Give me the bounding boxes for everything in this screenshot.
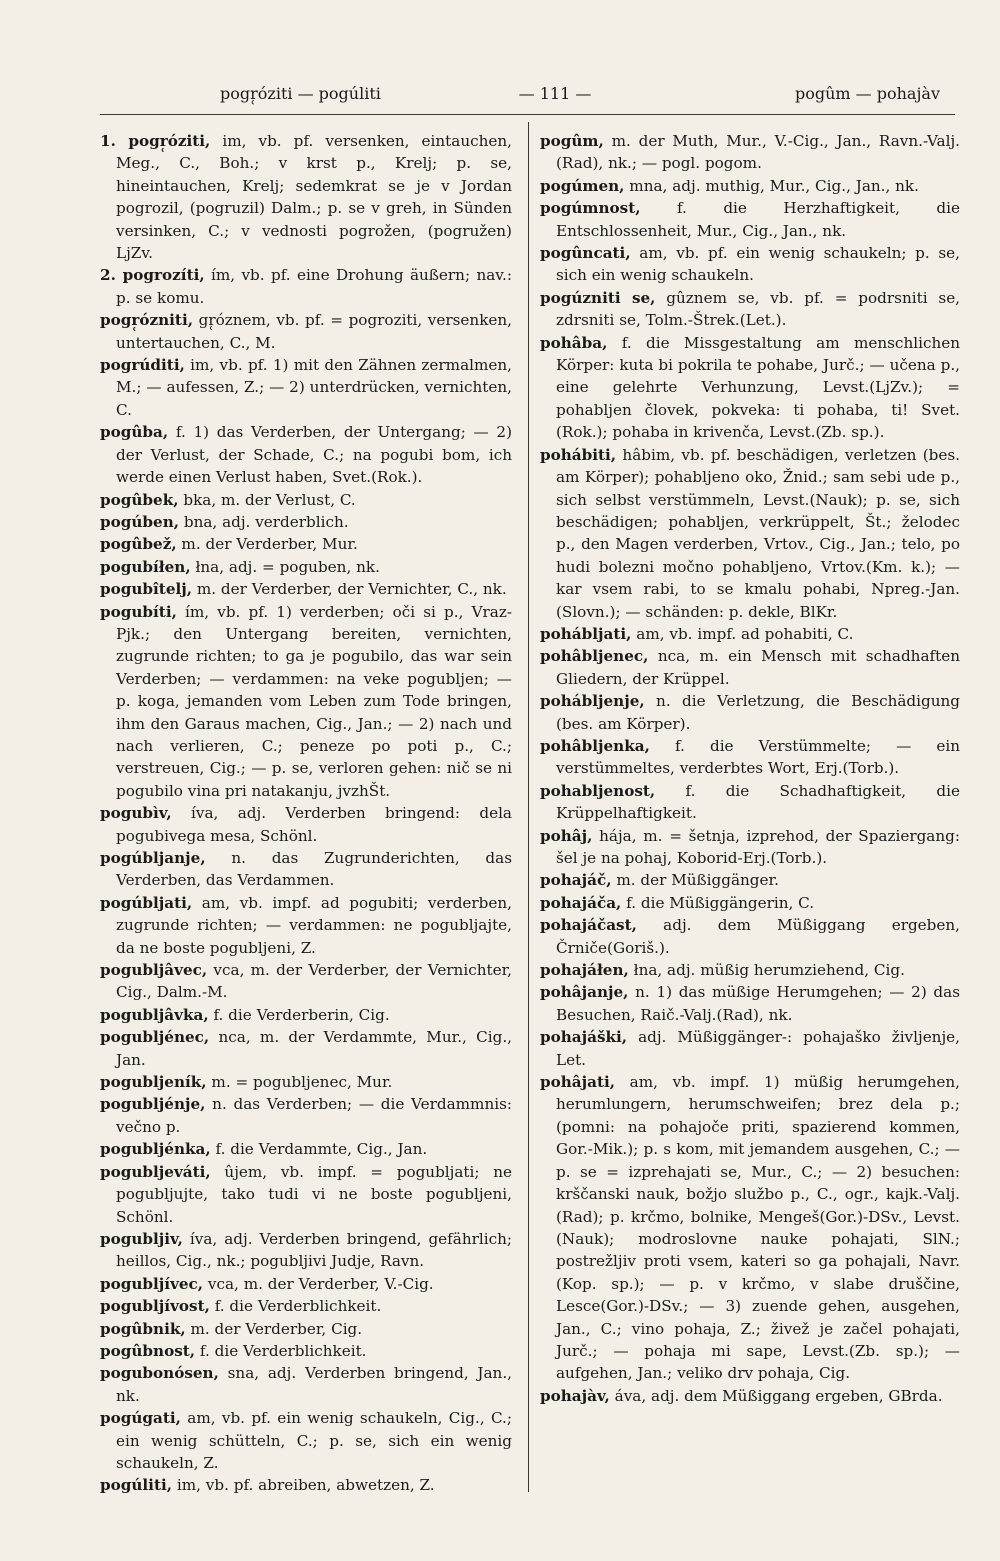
entry-definition: n. 1) das müßige Herumgehen; — 2) das Besuchen, Raič.-Valj.(Rad), nk. [556, 983, 960, 1024]
dictionary-entry [100, 533, 512, 555]
headword: pogúmnost, [540, 199, 641, 218]
headword: pogubljâvka, [100, 1005, 209, 1024]
dictionary-entry [100, 601, 512, 803]
page-number: — 111 — [518, 84, 592, 103]
dictionary-entry [540, 780, 960, 825]
dictionary-entry [100, 264, 512, 309]
dictionary-entry [540, 1385, 960, 1407]
headword: pohâbljenka, [540, 736, 650, 755]
entry-definition: m. der Muth, Mur., V.-Cig., Jan., Ravn.-Valj.(Rad), nk.; — pogl. pogom. [556, 132, 960, 173]
entry-definition: ím, vb. pf. eine Drohung äußern; nav.: p. se komu. [116, 266, 512, 307]
dictionary-entry [540, 130, 960, 175]
entry-definition: m. der Verderber, Cig. [185, 1319, 363, 1338]
header-rule [100, 114, 955, 115]
entry-definition: gûznem se, vb. pf. = podrsniti se, zdrsniti se, Tolm.-Štrek.(Let.). [556, 288, 960, 330]
entry-definition: m. der Müßiggänger. [611, 871, 779, 890]
headword: pohajáłen, [540, 961, 629, 980]
dictionary-entry [540, 735, 960, 780]
dictionary-entry [100, 1407, 512, 1474]
headword: pogr̜ózniti, [100, 311, 194, 330]
entry-definition: f. die Verderblichkeit. [209, 1297, 382, 1316]
entry-definition: im, vb. pf. versenken, eintauchen, Meg., C., Boh.; v krst p., Krelj; p. se, hineintauchen, Krelj; sedemkrat se je v Jordan pogrozil, (pogruzil) Dalm.; p. se v greh, in Sünden versinken, C.; v vednosti pogrožen, (pogružen) LjZv. [116, 132, 512, 263]
entry-definition: f. die Müßiggängerin, C. [621, 893, 815, 912]
headword: pogúgati, [100, 1409, 181, 1428]
entry-definition: am, vb. pf. ein wenig schaukeln; p. se, sich ein wenig schaukeln. [556, 244, 960, 285]
entry-definition: bna, adj. verderblich. [179, 512, 349, 531]
headword: pogûbnost, [100, 1341, 196, 1360]
dictionary-entry [540, 1071, 960, 1385]
dictionary-entry [540, 444, 960, 623]
headword: pogûncati, [540, 244, 631, 263]
dictionary-entry [100, 1026, 512, 1071]
headword: pohâbljenec, [540, 647, 649, 666]
headword: 2. pogrozíti, [100, 266, 205, 285]
headword: pogubîtelj, [100, 580, 193, 599]
dictionary-entry [540, 981, 960, 1026]
headword: pogubìv, [100, 804, 172, 823]
headword: pogúmen, [540, 176, 625, 195]
dictionary-entry [100, 1362, 512, 1407]
dictionary-entry [100, 1004, 512, 1026]
dictionary-entry [540, 197, 960, 242]
entry-definition: n. das Verderben; — die Verdammnis: večno p. [116, 1095, 512, 1136]
headword: pogúbljanje, [100, 849, 206, 867]
headword: pogûbež, [100, 535, 177, 554]
dictionary-entry [100, 892, 512, 959]
dictionary-entry [100, 1474, 512, 1496]
headword: pogûbnik, [100, 1319, 186, 1338]
dictionary-entry [540, 959, 960, 981]
dictionary-entry [100, 1138, 512, 1160]
entry-definition: gr̜óznem, vb. pf. = pogroziti, versenken, untertauchen, C., M. [116, 311, 512, 352]
entry-definition: mna, adj. muthig, Mur., Cig., Jan., nk. [624, 176, 919, 195]
headword: pogubljeváti, [100, 1162, 211, 1181]
entry-definition: am, vb. impf. 1) müßig herumgehen, herumlungern, herumschweifen; brez dela p.; (pomni: na pohajoče priti, spazierend kommen, Gor.-Mik.); p. s kom, mit jemandem ausgehen, C.; — p. se = izprehajati se, Mur., C.; — 2) besuchen: krščanski nauk, božjo službo p., C., ogr., kajk.-Valj.(Rad); p. krčmo, bolnike, Mengeš(Gor.)-DSv., Levst.(Nauk); modroslovne nauke pohajati, SlN.; postrežljiv proti vsem, kateri so ga pohajali, Navr.(Kop. sp.); — p. v krčmo, v slabe druščine, Lesce(Gor.)-DSv.; — 3) zuende gehen, ausgehen, Jan., C.; vino pohaja, Z.; živež je začel pohajati, Jurč.; — pohaja mi sape, Levst.(Zb. sp.); — aufgehen, Jan.; veliko drv pohaja, Cig. [556, 1073, 960, 1383]
dictionary-entry [540, 175, 960, 197]
entry-definition: f. die Verderblichkeit. [195, 1341, 367, 1360]
headword: pogúzniti se, [540, 288, 656, 307]
entry-definition: nca, m. der Verdammte, Mur., Cig., Jan. [116, 1028, 512, 1069]
headword: pogubonósen, [100, 1364, 219, 1383]
headword: 1. pogr̜óziti, [100, 132, 211, 150]
dictionary-entry [540, 869, 960, 891]
headword: pogúben, [100, 512, 180, 531]
dictionary-entry [540, 287, 960, 332]
headword: pogubljívost, [100, 1297, 210, 1316]
entry-definition: ím, vb. pf. 1) verderben; oči si p., Vraz-Pjk.; den Untergang bereiten, vernichten, zugrunde richten; to ga je pogubilo, das war sein Verderben; — verdammen: na veke pogubljen; — p. koga, jemanden vom Leben zum Tode bringen, ihm den Garaus machen, Cig., Jan.; — 2) nach und nach verlieren, C.; peneze po poti p., C.; verstreuen, Cig.; — p. se, verloren gehen: nič se ni pogubilo vina pri natakanju, jvzhŠt. [116, 602, 512, 800]
dictionary-entry [540, 892, 960, 914]
headword: pohajáški, [540, 1028, 628, 1047]
entry-definition: m. = pogubljenec, Mur. [206, 1073, 393, 1092]
headword: pogrúditi, [100, 356, 185, 375]
headword: pogubljénje, [100, 1095, 206, 1114]
entry-definition: f. die Verstümmelte; — ein verstümmeltes, verderbtes Wort, Erj.(Torb.). [556, 736, 960, 778]
left-column [100, 130, 512, 1510]
entry-definition: im, vb. pf. 1) mit den Zähnen zermalmen, M.; — aufessen, Z.; — 2) unterdrücken, vernichten, C. [116, 356, 512, 419]
entry-definition: f. die Missgestaltung am menschlichen Körper: kuta bi pokrila te pohabe, Jurč.; — učena p., eine gelehrte Verhunzung, Levst.(LjZv.); = pohabljen človek, pokveka: ti pohaba, ti! Svet.(Rok.); pohaba in krivenča, Levst.(Zb. sp.). [556, 333, 960, 442]
headword: pogûbek, [100, 490, 179, 509]
entry-definition: ûjem, vb. impf. = pogubljati; ne pogubljujte, tako tudi vi ne boste pogubljeni, Schönl. [116, 1162, 512, 1226]
dictionary-entry [540, 623, 960, 645]
headword: pogubljénka, [100, 1140, 211, 1159]
headword: pogûba, [100, 423, 169, 442]
dictionary-entry [100, 802, 512, 847]
headword: pogubljeník, [100, 1073, 207, 1092]
entry-definition: n. das Zugrunderichten, das Verderben, das Verdammen. [116, 849, 512, 890]
headword: pogubljâvec, [100, 961, 208, 980]
headword: pogúbljati, [100, 893, 193, 912]
headword: pogubljiv, [100, 1229, 183, 1248]
entry-definition: f. die Verderberin, Cig. [208, 1005, 390, 1024]
dictionary-entry [100, 421, 512, 488]
entry-definition: im, vb. pf. abreiben, abwetzen, Z. [172, 1476, 435, 1495]
entry-definition: łna, adj. = poguben, nk. [190, 557, 380, 576]
entry-definition: am, vb. impf. ad pohabiti, C. [631, 624, 854, 643]
headword: pogubíti, [100, 602, 177, 621]
dictionary-entry [540, 242, 960, 287]
dictionary-entry [540, 825, 960, 870]
entry-definition: íva, adj. Verderben bringend, gefährlich; heillos, Cig., nk.; pogubljivi Judje, Ravn. [116, 1229, 512, 1271]
headword: pohábiti, [540, 445, 617, 464]
entry-definition: sna, adj. Verderben bringend, Jan., nk. [116, 1364, 512, 1405]
entry-definition: f. 1) das Verderben, der Untergang; — 2) der Verlust, der Schade, C.; na pogubi bom, ich werde einen Verlust haben, Svet.(Rok.). [116, 423, 512, 487]
entry-definition: vca, m. der Verderber, V.-Cig. [203, 1274, 434, 1293]
dictionary-entry [100, 1340, 512, 1362]
dictionary-entry [100, 556, 512, 578]
headword: pohâj, [540, 826, 593, 845]
headword: pogûm, [540, 132, 604, 150]
entry-definition: n. die Verletzung, die Beschädigung (bes. am Körper). [556, 692, 960, 733]
dictionary-entry [100, 1273, 512, 1295]
dictionary-entry [540, 1026, 960, 1071]
column-divider [528, 122, 529, 1492]
entry-definition: adj. dem Müßiggang ergeben, Črniče(Goriš.). [556, 916, 960, 957]
entry-definition: łna, adj. müßig herumziehend, Cig. [628, 961, 905, 980]
dictionary-entry [100, 578, 512, 600]
dictionary-entry [100, 959, 512, 1004]
headword: pogubljénec, [100, 1028, 210, 1047]
dictionary-entry [100, 511, 512, 533]
headword: pohajàv, [540, 1386, 610, 1405]
headword: pogúliti, [100, 1476, 173, 1495]
dictionary-entry [100, 847, 512, 892]
headword: pohâba, [540, 333, 608, 352]
dictionary-entry [100, 1161, 512, 1228]
entry-definition: f. die Herzhaftigkeit, die Entschlossenheit, Mur., Cig., Jan., nk. [556, 199, 960, 240]
entry-definition: áva, adj. dem Müßiggang ergeben, GBrda. [609, 1386, 943, 1405]
entry-definition: f. die Schadhaftigkeit, die Krüppelhaftigkeit. [556, 781, 960, 823]
headword: pohajáča, [540, 893, 622, 912]
headword: pohâjanje, [540, 983, 629, 1002]
dictionary-entry [100, 1228, 512, 1273]
headword: pogubíłen, [100, 557, 191, 576]
dictionary-entry [100, 130, 512, 264]
entry-definition: nca, m. ein Mensch mit schadhaften Gliedern, der Krüppel. [556, 647, 960, 688]
headword: pohajáč, [540, 871, 612, 890]
entry-definition: bka, m. der Verlust, C. [178, 490, 356, 509]
running-head [100, 84, 940, 114]
headword: pohajáčast, [540, 916, 637, 935]
dictionary-entry [100, 354, 512, 421]
headword: pohâjati, [540, 1073, 616, 1092]
headword: pogubljívec, [100, 1274, 204, 1293]
running-head-right: pogûm — pohajàv [794, 84, 940, 103]
dictionary-entry [540, 332, 960, 444]
headword: pohabljenost, [540, 781, 656, 800]
dictionary-entry [540, 690, 960, 735]
headword: pohábljenje, [540, 692, 645, 711]
headword: pohábljati, [540, 624, 632, 643]
running-head-left: pogr̜óziti — pogúliti [220, 84, 381, 103]
entry-definition: adj. Müßiggänger-: pohajaško življenje, Let. [556, 1028, 960, 1069]
entry-definition: f. die Verdammte, Cig., Jan. [210, 1140, 428, 1159]
entry-definition: hája, m. = šetnja, izprehod, der Spaziergang: šel je na pohaj, Koborid-Erj.(Torb.). [556, 826, 960, 867]
entry-definition: hâbim, vb. pf. beschädigen, verletzen (bes. am Körper); pohabljeno oko, Žnid.; sam sebi ude p., sich selbst verstümmeln, Levst.(Nauk); p. se, sich beschädigen; pohabljen, verkrüppelt, Št.; želodec p., den Magen verderben, Vrtov., Cig., Jan.; telo, po hudi bolezni močno pohabljeno, Vrtov.(Km. k.); — kar vsem rabi, to se kmalu pohabi, Npreg.-Jan.(Slovn.); — schänden: p. dekle, BlKr. [556, 445, 960, 621]
dictionary-entry [540, 914, 960, 959]
entry-definition: am, vb. pf. ein wenig schaukeln, Cig., C.; ein wenig schütteln, C.; p. se, sich ein wenig schaukeln, Z. [116, 1409, 512, 1472]
dictionary-entry [540, 645, 960, 690]
dictionary-entry [100, 1093, 512, 1138]
right-column [540, 130, 960, 1510]
dictionary-entry [100, 489, 512, 511]
entry-definition: vca, m. der Verderber, der Vernichter, Cig., Dalm.-M. [116, 961, 512, 1002]
dictionary-entry [100, 309, 512, 354]
entry-definition: am, vb. impf. ad pogubiti; verderben, zugrunde richten; — verdammen: ne pogubljajte, da ne boste pogubljeni, Z. [116, 893, 512, 957]
dictionary-entry [100, 1071, 512, 1093]
entry-definition: íva, adj. Verderben bringend: dela pogubivega mesa, Schönl. [116, 804, 512, 845]
dictionary-entry [100, 1295, 512, 1317]
entry-definition: m. der Verderber, der Vernichter, C., nk. [192, 580, 507, 599]
dictionary-entry [100, 1318, 512, 1340]
entry-definition: m. der Verderber, Mur. [176, 535, 358, 554]
